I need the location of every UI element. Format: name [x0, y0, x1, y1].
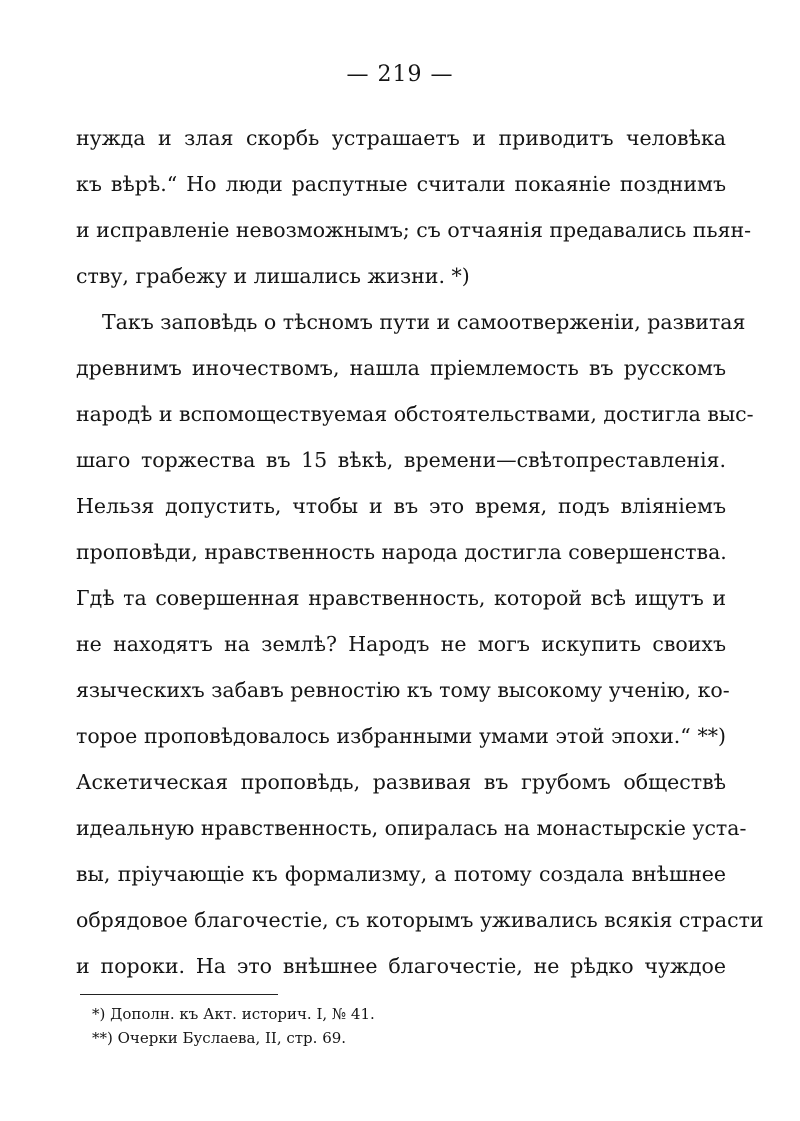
text-line: Аскетическая проповѣдь, развивая въ грубомъ обществѣ: [76, 770, 726, 794]
text-line: нужда и злая скорбь устрашаетъ и приводитъ человѣка: [76, 126, 726, 150]
footnote: *) Дополн. къ Акт. историч. I, № 41.: [92, 1005, 375, 1023]
text-line: торое проповѣдовалось избранными умами этой эпохи.“ **): [76, 724, 726, 748]
text-line: ству, грабежу и лишались жизни. *): [76, 264, 470, 288]
text-line: идеальную нравственность, опиралась на монастырскіе уста-: [76, 816, 747, 840]
text-line: Нельзя допустить, чтобы и въ это время, подъ вліяніемъ: [76, 494, 726, 518]
text-line: къ вѣрѣ.“ Но люди распутные считали покаяніе позднимъ: [76, 172, 726, 196]
text-line: древнимъ иночествомъ, нашла пріемлемость въ русскомъ: [76, 356, 726, 380]
text-line: и пороки. На это внѣшнее благочестіе, не рѣдко чуждое: [76, 954, 726, 978]
footnote-divider: [80, 994, 278, 995]
text-line: народѣ и вспомоществуемая обстоятельствами, достигла выс-: [76, 402, 754, 426]
text-line: Такъ заповѣдь о тѣсномъ пути и самоотверженіи, развитая: [102, 310, 746, 334]
text-line: проповѣди, нравственность народа достигла совершенства.: [76, 540, 727, 564]
text-line: обрядовое благочестіе, съ которымъ уживались всякія страсти: [76, 908, 764, 932]
text-line: не находятъ на землѣ? Народъ не могъ искупить своихъ: [76, 632, 726, 656]
footnote: **) Очерки Буслаева, II, стр. 69.: [92, 1029, 347, 1047]
text-line: шаго торжества въ 15 вѣкѣ, времени—свѣтопреставленія.: [76, 448, 726, 472]
text-line: языческихъ забавъ ревностію къ тому высокому ученію, ко-: [76, 678, 730, 702]
page-number: — 219 —: [346, 62, 454, 87]
text-line: и исправленіе невозможнымъ; съ отчаянія предавались пьян-: [76, 218, 752, 242]
text-line: вы, пріучающіе къ формализму, а потому создала внѣшнее: [76, 862, 726, 886]
text-line: Гдѣ та совершенная нравственность, которой всѣ ищутъ и: [76, 586, 726, 610]
